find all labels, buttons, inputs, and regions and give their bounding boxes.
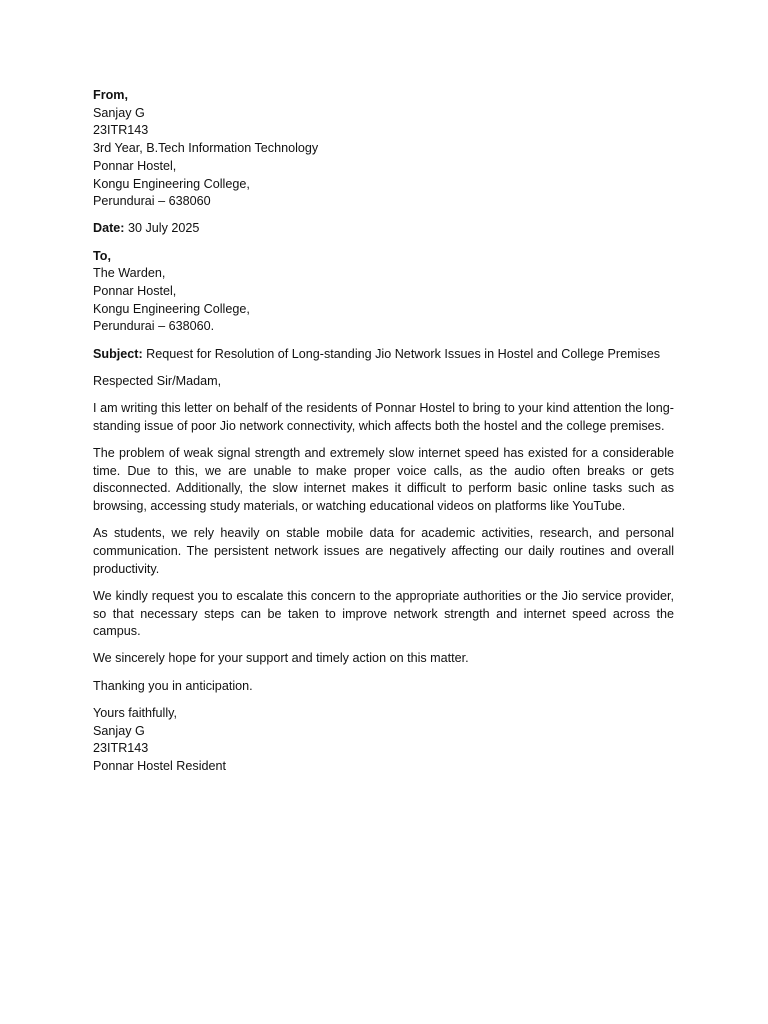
recipient-title: The Warden, [93,266,166,281]
sender-roll-number: 23ITR143 [93,123,149,138]
sender-hostel: Ponnar Hostel, [93,158,177,173]
signature-name: Sanjay G [93,723,145,738]
closing-signature [93,705,674,776]
salutation: Respected Sir/Madam, [93,373,222,388]
body-paragraph: I am writing this letter on behalf of the residents of Ponnar Hostel to bring to your kind attention the long-standing issue of poor Jio network connectivity, which affects both the hostel and the college premises. [93,401,674,433]
recipient-address [93,248,674,337]
letter-page [93,87,674,785]
letter-subject [93,346,674,364]
closing-phrase: Yours faithfully, [93,705,178,720]
date-value: 30 July 2025 [124,221,200,236]
body-paragraph: The problem of weak signal strength and extremely slow internet speed has existed for a considerable time. Due to this, we are unable to make proper voice calls, as the audio often breaks or gets disconnected. Additionally, the slow internet makes it difficult to perform basic online tasks such as browsing, accessing study materials, or watching educational videos on platforms like YouTube. [93,445,674,514]
recipient-city: Perundurai – 638060. [93,319,215,334]
signature-roll-number: 23ITR143 [93,741,149,756]
subject-label: Subject: [93,346,143,361]
date-label: Date: [93,221,125,236]
sender-heading: From, [93,88,128,102]
letter-date [93,220,674,238]
recipient-college: Kongu Engineering College, [93,301,250,316]
sender-college: Kongu Engineering College, [93,176,250,191]
body-paragraph: Thanking you in anticipation. [93,678,253,693]
sender-course: 3rd Year, B.Tech Information Technology [93,141,319,156]
signature-designation: Ponnar Hostel Resident [93,759,227,773]
body-paragraph: We kindly request you to escalate this concern to the appropriate authorities or the Jio service provider, so that necessary steps can be taken to improve network strength and internet speed across the campus. [93,588,674,639]
body-paragraph: We sincerely hope for your support and timely action on this matter. [93,651,469,666]
sender-address [93,87,674,211]
subject-value: Request for Resolution of Long-standing Jio Network Issues in Hostel and College Premises [142,346,660,361]
sender-city: Perundurai – 638060 [93,194,211,209]
recipient-hostel: Ponnar Hostel, [93,284,177,299]
recipient-heading: To, [93,248,111,263]
body-paragraph: As students, we rely heavily on stable mobile data for academic activities, research, and personal communication. The persistent network issues are negatively affecting our daily routines and overall productivity. [93,526,674,576]
sender-name: Sanjay G [93,105,145,120]
